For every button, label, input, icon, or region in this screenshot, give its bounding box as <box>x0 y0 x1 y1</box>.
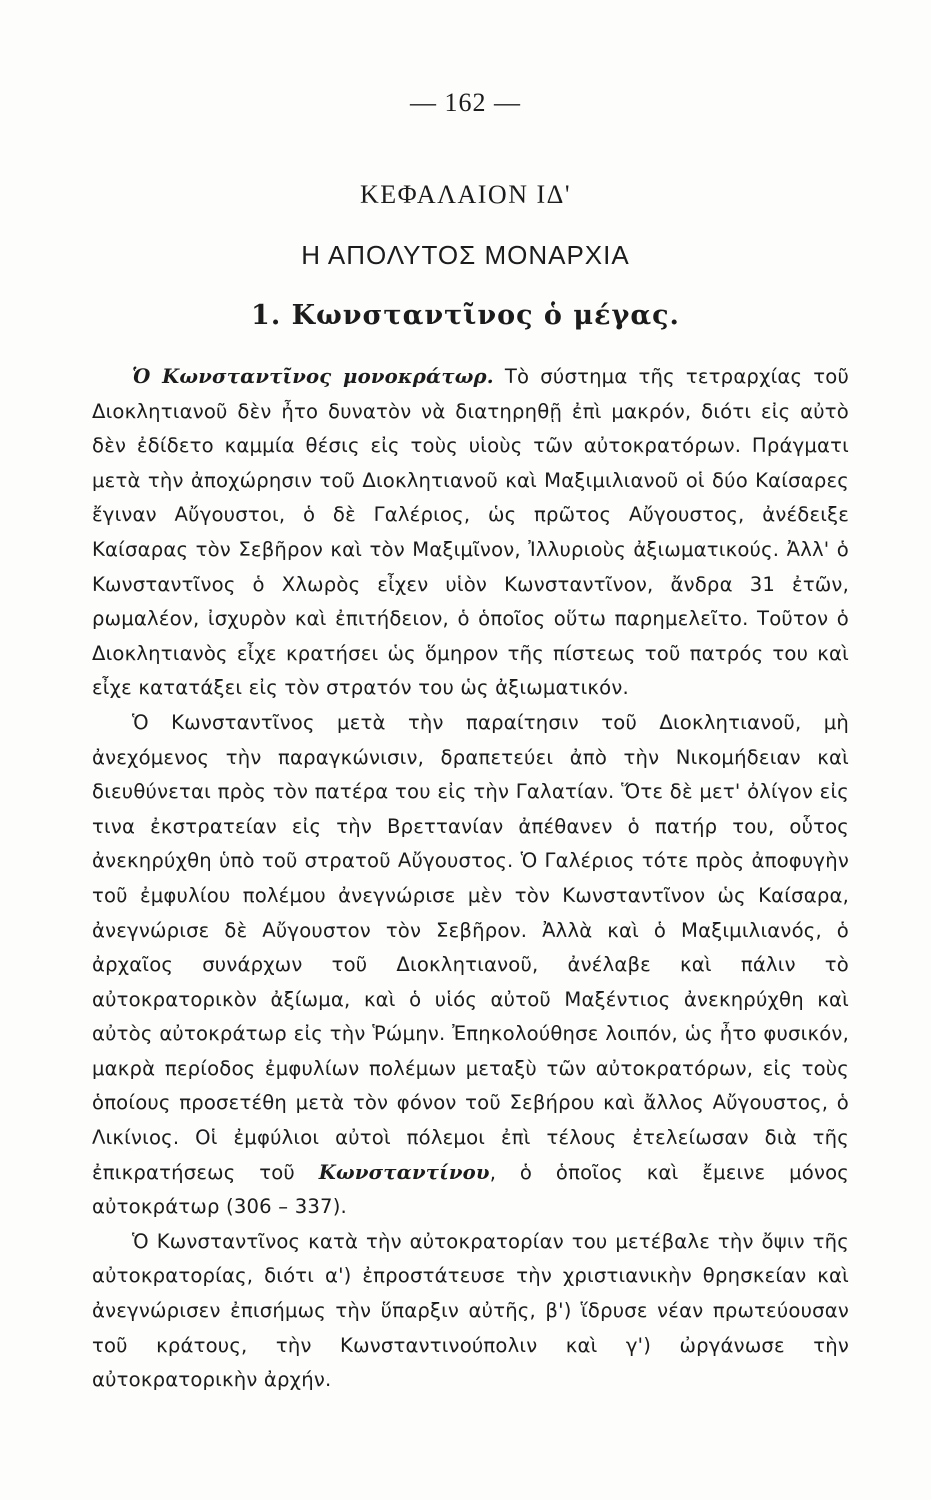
body-text <box>92 360 849 1398</box>
paragraph-text: Ὁ Κωνσταντῖνος κατὰ τὴν αὐτοκρατορίαν του μετέβαλε τὴν ὄψιν τῆς αὐτοκρατορίας, διότι α') ἐπροστάτευσε τὴν χριστιανικὴν θρησκείαν καὶ ἀνεγνώρισεν ἐπισήμως τὴν ὕπαρξιν αὐτῆς, β') ἵδρυσε νέαν πρωτεύουσαν τοῦ κράτους, τὴν Κωνσταντινούπολιν καὶ γ') ὠργάνωσε τὴν αὐτοκρατορικὴν ἀρχήν. <box>92 1229 849 1392</box>
paragraph-lead: Ὁ Κωνσταντῖνος μονοκράτωρ. <box>132 365 494 388</box>
paragraph-2 <box>92 706 849 1225</box>
chapter-title: Η ΑΠΟΛΥΤΟΣ ΜΟΝΑΡΧΙΑ <box>301 240 630 270</box>
paragraph-text: Ὁ Κωνσταντῖνος μετὰ τὴν παραίτησιν τοῦ Διοκλητιανοῦ, μὴ ἀνεχόμενος τὴν παραγκώνισιν, δραπετεύει ἀπὸ τὴν Νικομήδειαν καὶ διευθύνεται πρὸς τὸν πατέρα του εἰς τὴν Γαλατίαν. Ὅτε δὲ μετ' ὀλίγον εἰς τινα ἐκστρατείαν εἰς τὴν Βρεττανίαν ἀπέθανεν ὁ πατήρ του, οὗτος ἀνεκηρύχθη ὑπὸ τοῦ στρατοῦ Αὔγουστος. Ὁ Γαλέριος τότε πρὸς ἀποφυγὴν τοῦ ἐμφυλίου πολέμου ἀνεγνώρισε μὲν τὸν Κωνσταντῖνον ὡς Καίσαρα, ἀνεγνώρισε δὲ Αὔγουστον τὸν Σεβῆρον. Ἀλλὰ καὶ ὁ Μαξιμιλιανός, ὁ ἀρχαῖος συνάρχων τοῦ Διοκλητιανοῦ, ἀνέλαβε καὶ πάλιν τὸ αὐτοκρατορικὸν ἀξίωμα, καὶ ὁ υἱός αὐτοῦ Μαξέντιος ἀνεκηρύχθη καὶ αὐτὸς αὐτοκράτωρ εἰς τὴν Ῥώμην. Ἐπηκολούθησε λοιπόν, ὡς ἦτο φυσικόν, μακρὰ περίοδος ἐμφυλίων πολέμων μεταξὺ τῶν αὐτοκρατόρων, εἰς τοὺς ὁποίους προσετέθη μετὰ τὸν φόνον τοῦ Σεβήρου καὶ ἄλλος Αὔγουστος, ὁ Λικίνιος. Οἱ ἐμφύλιοι αὐτοὶ πόλεμοι ἐπὶ τέλους ἐτελείωσαν διὰ τῆς ἐπικρατήσεως τοῦ <box>92 710 849 1184</box>
paragraph-3 <box>92 1225 849 1398</box>
page-number: — 162 — <box>410 88 521 117</box>
paragraph-1 <box>92 360 849 706</box>
emphasized-name: Κωνσταντίνου <box>318 1160 490 1184</box>
paragraph-text-cont: , ὁ ὁποῖος καὶ ἔμεινε μόνος αὐτοκράτωρ (306 – 337). <box>92 1160 849 1219</box>
section-title: 1. Κωνσταντῖνος ὁ μέγας. <box>251 300 680 331</box>
chapter-heading: ΚΕΦΑΛΑΙΟΝ ΙΔ' <box>359 180 572 209</box>
paragraph-text: Τὸ σύστημα τῆς τετραρχίας τοῦ Διοκλητιανοῦ δὲν ἦτο δυνατὸν νὰ διατηρηθῇ ἐπὶ μακρόν, διότι εἰς αὐτὸ δὲν ἐδίδετο καμμία θέσις εἰς τοὺς υἱοὺς τῶν αὐτοκρατόρων. Πράγματι μετὰ τὴν ἀποχώρησιν τοῦ Διοκλητιανοῦ καὶ Μαξιμιλιανοῦ οἱ δύο Καίσαρες ἔγιναν Αὔγουστοι, ὁ δὲ Γαλέριος, ὡς πρῶτος Αὔγουστος, ἀνέδειξε Καίσαρας τὸν Σεβῆρον καὶ τὸν Μαξιμῖνον, Ἰλλυριοὺς ἀξιωματικούς. Ἀλλ' ὁ Κωνσταντῖνος ὁ Χλωρὸς εἶχεν υἱὸν Κωνσταντῖνον, ἄνδρα 31 ἐτῶν, ρωμαλέον, ἰσχυρὸν καὶ ἐπιτήδειον, ὁ ὁποῖος οὕτω παρημελεῖτο. Τοῦτον ὁ Διοκλητιανὸς εἶχε κρατήσει ὡς ὅμηρον τῆς πίστεως τοῦ πατρός του καὶ εἶχε κατατάξει εἰς τὸν στρατόν του ὡς ἀξιωματικόν. <box>92 365 850 700</box>
